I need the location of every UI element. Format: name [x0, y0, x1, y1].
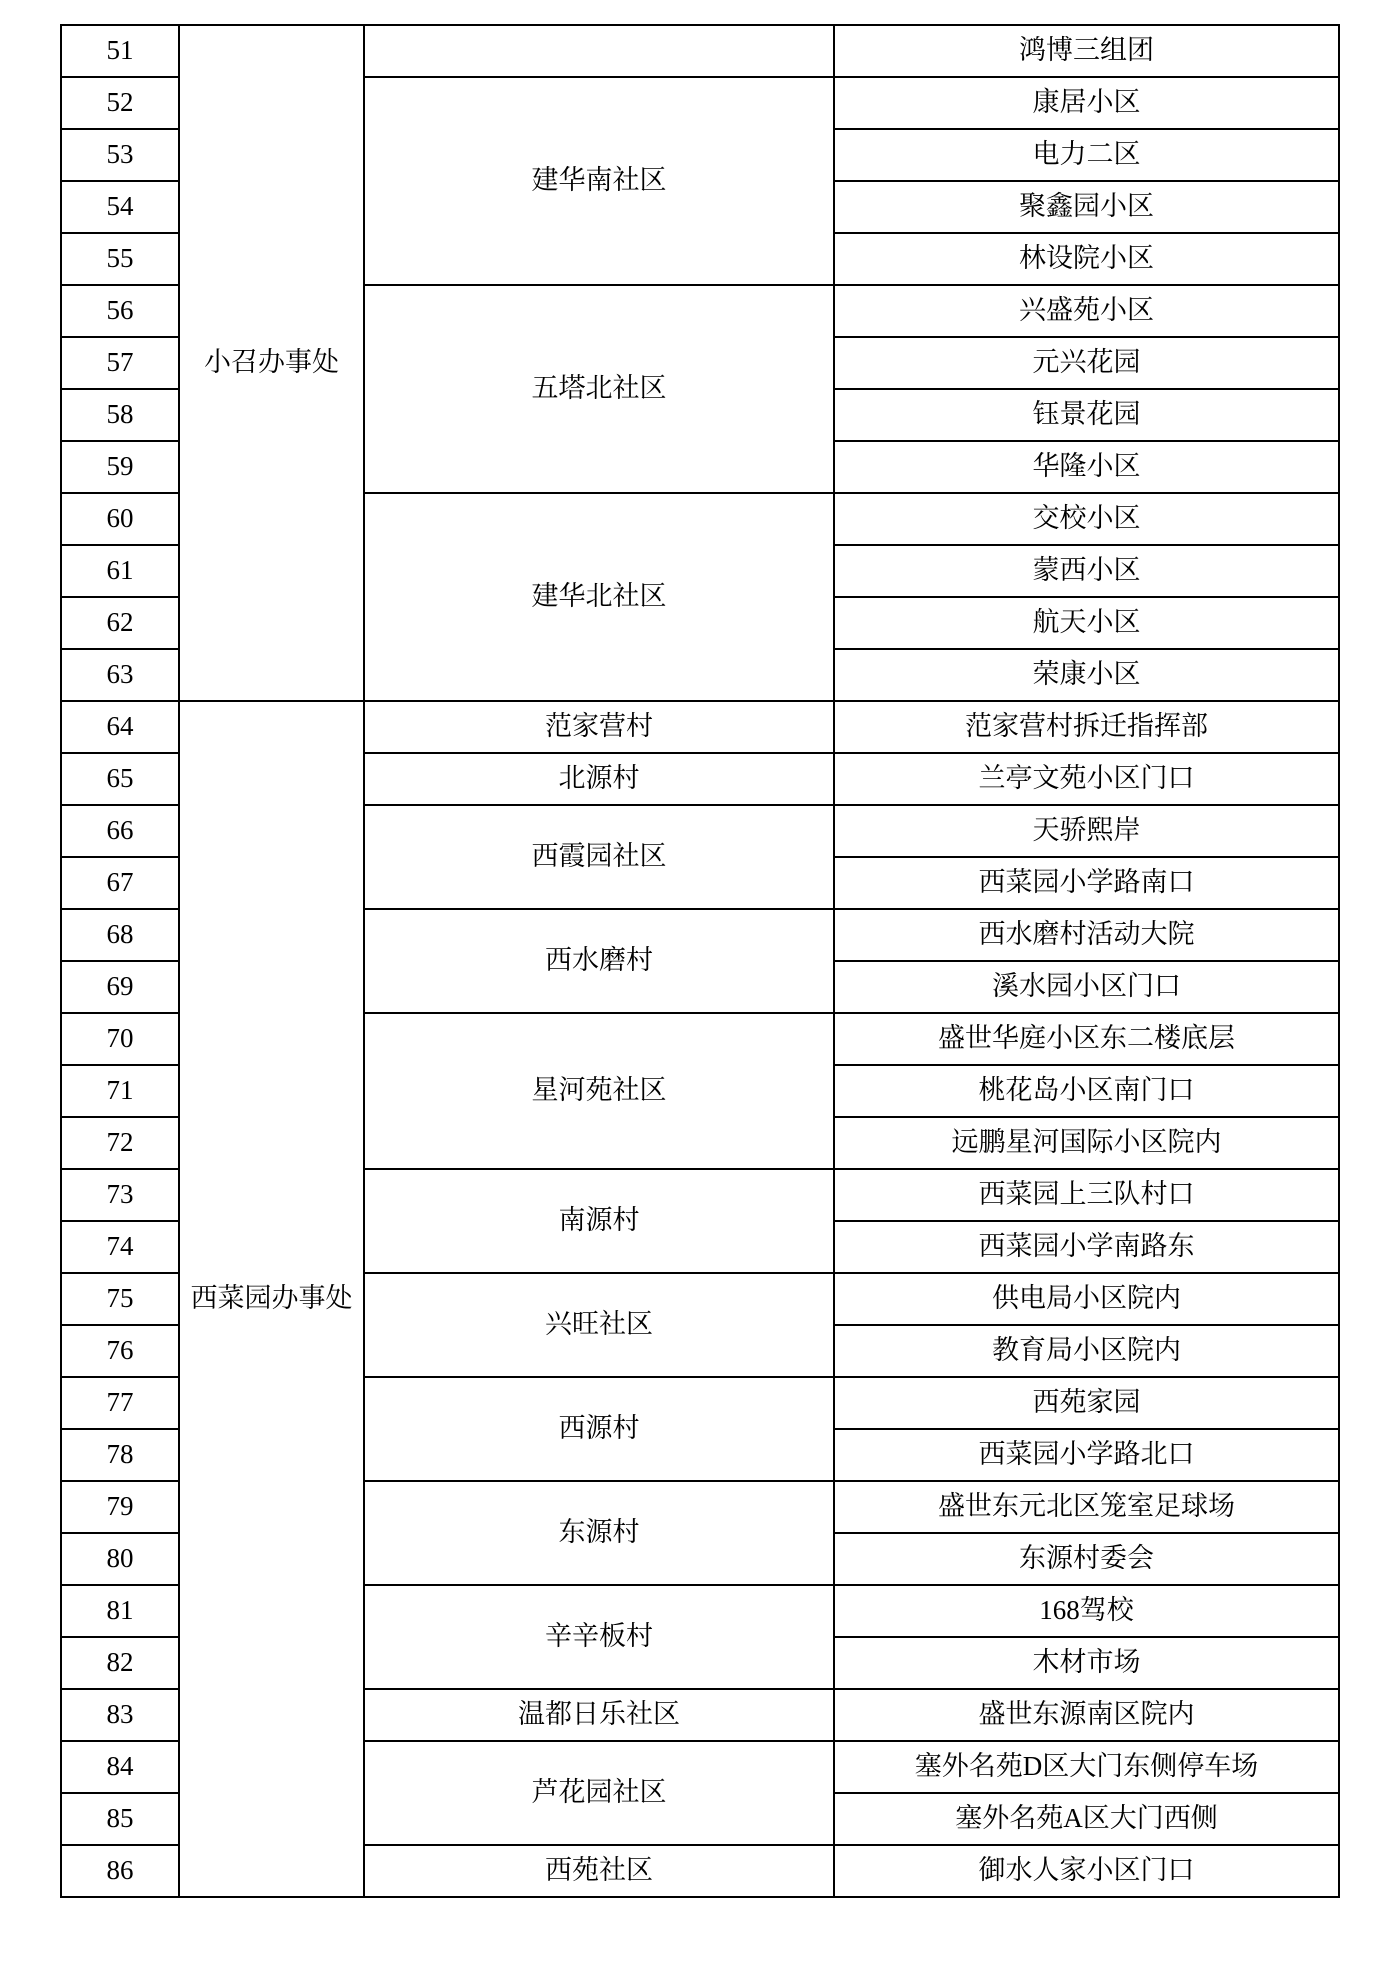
cell-index: 84 — [61, 1741, 179, 1793]
cell-site: 元兴花园 — [834, 337, 1339, 389]
cell-site: 康居小区 — [834, 77, 1339, 129]
cell-index: 77 — [61, 1377, 179, 1429]
cell-site: 荣康小区 — [834, 649, 1339, 701]
cell-index: 67 — [61, 857, 179, 909]
cell-index: 66 — [61, 805, 179, 857]
cell-community: 西霞园社区 — [364, 805, 834, 909]
cell-community — [364, 25, 834, 77]
cell-site: 供电局小区院内 — [834, 1273, 1339, 1325]
cell-index: 56 — [61, 285, 179, 337]
cell-community: 北源村 — [364, 753, 834, 805]
cell-index: 54 — [61, 181, 179, 233]
cell-index: 79 — [61, 1481, 179, 1533]
cell-site: 西水磨村活动大院 — [834, 909, 1339, 961]
cell-index: 68 — [61, 909, 179, 961]
cell-index: 78 — [61, 1429, 179, 1481]
cell-index: 52 — [61, 77, 179, 129]
cell-site: 西菜园上三队村口 — [834, 1169, 1339, 1221]
cell-index: 61 — [61, 545, 179, 597]
cell-site: 盛世东元北区笼室足球场 — [834, 1481, 1339, 1533]
cell-index: 62 — [61, 597, 179, 649]
cell-site: 兰亭文苑小区门口 — [834, 753, 1339, 805]
cell-community: 建华南社区 — [364, 77, 834, 285]
cell-index: 81 — [61, 1585, 179, 1637]
cell-index: 75 — [61, 1273, 179, 1325]
cell-index: 85 — [61, 1793, 179, 1845]
cell-site: 钰景花园 — [834, 389, 1339, 441]
cell-site: 塞外名苑A区大门西侧 — [834, 1793, 1339, 1845]
cell-site: 西苑家园 — [834, 1377, 1339, 1429]
cell-index: 65 — [61, 753, 179, 805]
cell-site: 木材市场 — [834, 1637, 1339, 1689]
cell-site: 168驾校 — [834, 1585, 1339, 1637]
cell-community: 温都日乐社区 — [364, 1689, 834, 1741]
cell-community: 兴旺社区 — [364, 1273, 834, 1377]
cell-site: 航天小区 — [834, 597, 1339, 649]
cell-index: 69 — [61, 961, 179, 1013]
cell-site: 东源村委会 — [834, 1533, 1339, 1585]
cell-community: 东源村 — [364, 1481, 834, 1585]
cell-index: 60 — [61, 493, 179, 545]
cell-index: 86 — [61, 1845, 179, 1897]
cell-office: 西菜园办事处 — [179, 701, 364, 1897]
cell-site: 西菜园小学路南口 — [834, 857, 1339, 909]
cell-site: 西菜园小学南路东 — [834, 1221, 1339, 1273]
cell-index: 73 — [61, 1169, 179, 1221]
cell-site: 桃花岛小区南门口 — [834, 1065, 1339, 1117]
cell-site: 电力二区 — [834, 129, 1339, 181]
cell-site: 鸿博三组团 — [834, 25, 1339, 77]
cell-index: 76 — [61, 1325, 179, 1377]
cell-index: 51 — [61, 25, 179, 77]
cell-index: 80 — [61, 1533, 179, 1585]
cell-site: 兴盛苑小区 — [834, 285, 1339, 337]
cell-index: 53 — [61, 129, 179, 181]
cell-site: 天骄熙岸 — [834, 805, 1339, 857]
table-body — [61, 25, 1339, 1897]
cell-site: 远鹏星河国际小区院内 — [834, 1117, 1339, 1169]
cell-index: 64 — [61, 701, 179, 753]
cell-site: 塞外名苑D区大门东侧停车场 — [834, 1741, 1339, 1793]
cell-index: 71 — [61, 1065, 179, 1117]
cell-index: 74 — [61, 1221, 179, 1273]
sampling-locations-table — [60, 24, 1340, 1898]
cell-site: 教育局小区院内 — [834, 1325, 1339, 1377]
cell-index: 57 — [61, 337, 179, 389]
cell-office: 小召办事处 — [179, 25, 364, 701]
cell-site: 御水人家小区门口 — [834, 1845, 1339, 1897]
cell-site: 蒙西小区 — [834, 545, 1339, 597]
cell-site: 盛世华庭小区东二楼底层 — [834, 1013, 1339, 1065]
cell-site: 林设院小区 — [834, 233, 1339, 285]
cell-community: 芦花园社区 — [364, 1741, 834, 1845]
cell-community: 辛辛板村 — [364, 1585, 834, 1689]
cell-community: 星河苑社区 — [364, 1013, 834, 1169]
cell-community: 南源村 — [364, 1169, 834, 1273]
table-row — [61, 701, 1339, 753]
cell-index: 70 — [61, 1013, 179, 1065]
cell-site: 溪水园小区门口 — [834, 961, 1339, 1013]
cell-community: 西苑社区 — [364, 1845, 834, 1897]
cell-index: 59 — [61, 441, 179, 493]
cell-index: 82 — [61, 1637, 179, 1689]
cell-site: 华隆小区 — [834, 441, 1339, 493]
cell-index: 58 — [61, 389, 179, 441]
cell-site: 聚鑫园小区 — [834, 181, 1339, 233]
cell-community: 西水磨村 — [364, 909, 834, 1013]
cell-community: 范家营村 — [364, 701, 834, 753]
cell-site: 交校小区 — [834, 493, 1339, 545]
cell-index: 72 — [61, 1117, 179, 1169]
cell-index: 83 — [61, 1689, 179, 1741]
cell-site: 范家营村拆迁指挥部 — [834, 701, 1339, 753]
table-row — [61, 25, 1339, 77]
cell-index: 63 — [61, 649, 179, 701]
cell-index: 55 — [61, 233, 179, 285]
cell-site: 西菜园小学路北口 — [834, 1429, 1339, 1481]
cell-community: 建华北社区 — [364, 493, 834, 701]
cell-site: 盛世东源南区院内 — [834, 1689, 1339, 1741]
cell-community: 五塔北社区 — [364, 285, 834, 493]
cell-community: 西源村 — [364, 1377, 834, 1481]
